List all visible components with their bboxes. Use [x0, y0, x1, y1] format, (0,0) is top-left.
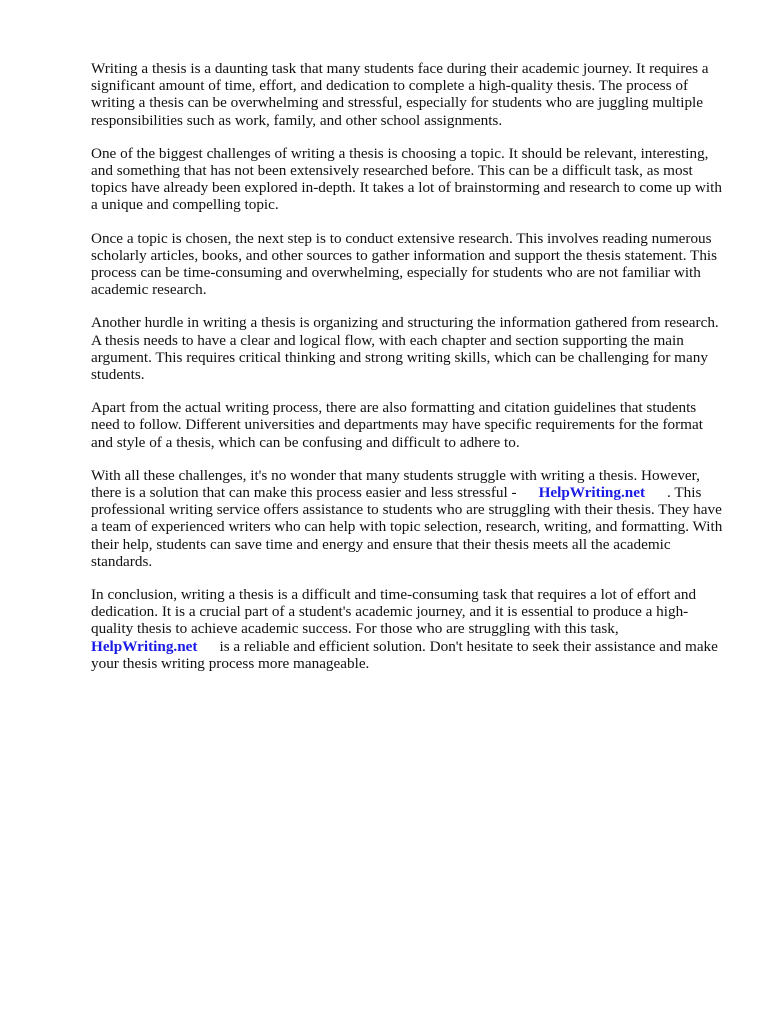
- helpwriting-link-conclusion[interactable]: HelpWriting.net: [91, 637, 198, 655]
- paragraph-conclusion-text-after: is a reliable and efficient solution. Don't hesitate to seek their assistance and make your thesis writing process more manageable.: [91, 637, 718, 672]
- paragraph-solution-text-after: . This professional writing service offers assistance to students who are struggling with their thesis. They have a team of experienced writers who can help with topic selection, research, writing, and formatting. With their help, students can save time and energy and ensure that their thesis meets all the academic standards.: [91, 484, 723, 570]
- document-body: [91, 60, 723, 688]
- paragraph-formatting: Apart from the actual writing process, there are also formatting and citation guidelines that students need to follow. Different universities and departments may have specific requirements for the format and style of a thesis, which can be confusing and difficult to adhere to.: [91, 399, 703, 451]
- paragraph-intro: Writing a thesis is a daunting task that many students face during their academic journey. It requires a significant amount of time, effort, and dedication to complete a high-quality thesis. The process of writing a thesis can be overwhelming and stressful, especially for students who are juggling multiple responsibilities such as work, family, and other school assignments.: [91, 60, 709, 129]
- paragraph-solution: [91, 467, 723, 570]
- paragraph-solution-text-before: With all these challenges, it's no wonder that many students struggle with writing a thesis. However, there is a solution that can make this process easier and less stressful -: [91, 466, 700, 502]
- paragraph-research: Once a topic is chosen, the next step is to conduct extensive research. This involves reading numerous scholarly articles, books, and other sources to gather information and support the thesis statement. This process can be time-consuming and overwhelming, especially for students who are not familiar with academic research.: [91, 229, 718, 299]
- paragraph-conclusion-text-before: In conclusion, writing a thesis is a difficult and time-consuming task that requires a lot of effort and dedication. It is a crucial part of a student's academic journey, and it is essential to produce a high-quality thesis to achieve academic success. For those who are struggling with this task,: [91, 586, 697, 638]
- paragraph-conclusion: [91, 586, 723, 672]
- helpwriting-link[interactable]: HelpWriting.net: [538, 484, 646, 502]
- paragraph-structure: Another hurdle in writing a thesis is organizing and structuring the information gathered from research. A thesis needs to have a clear and logical flow, with each chapter and section supporting the main argument. This requires critical thinking and strong writing skills, which can be challenging for many students.: [91, 314, 719, 384]
- paragraph-topic: One of the biggest challenges of writing a thesis is choosing a topic. It should be relevant, interesting, and something that has not been extensively researched before. This can be a difficult task, as most topics have already been explored in-depth. It takes a lot of brainstorming and research to come up with a unique and compelling topic.: [91, 144, 722, 214]
